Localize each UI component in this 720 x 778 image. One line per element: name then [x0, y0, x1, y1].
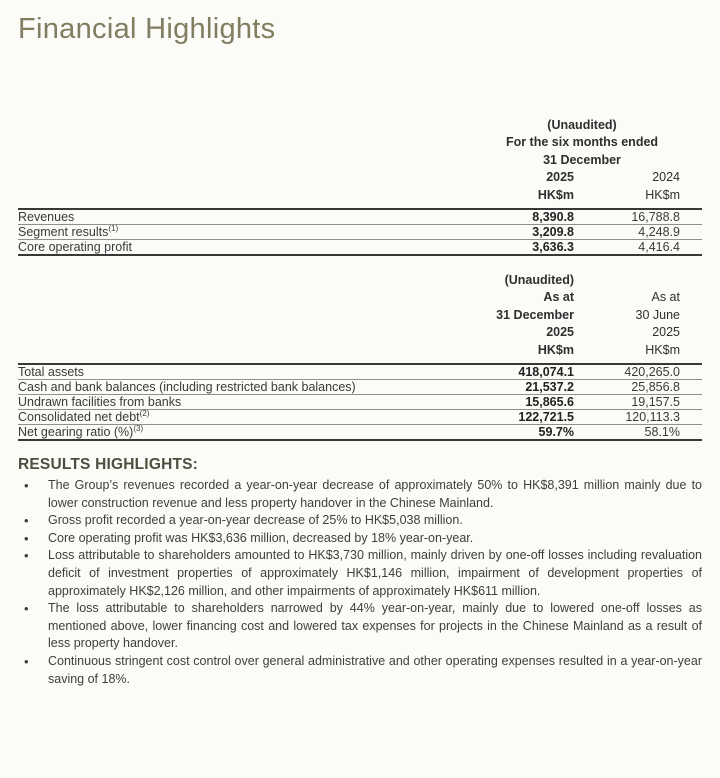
col-year-prior: 2025: [652, 325, 680, 340]
table-row: [18, 380, 702, 395]
col-year-current: 2025: [546, 170, 574, 185]
row-label: Core operating profit: [18, 240, 132, 255]
list-item: • Core operating profit was HK$3,636 million, decreased by 18% year-on-year.: [18, 530, 702, 548]
col-year-prior: 2024: [652, 170, 680, 185]
row-value-prior: 58.1%: [574, 425, 702, 441]
row-value-prior: 16,788.8: [574, 209, 702, 225]
unaudited-label: (Unaudited): [504, 273, 574, 288]
page-title: Financial Highlights: [18, 13, 276, 45]
list-item: • The Group’s revenues recorded a year-on-year decrease of approximately 50% to HK$8,391 million mainly due to lower construction revenue and less property handover in the Chinese Mainland.: [18, 477, 702, 512]
results-highlights-heading: RESULTS HIGHLIGHTS:: [18, 456, 199, 474]
table-row: [18, 410, 702, 425]
row-label: Consolidated net debt: [18, 410, 140, 425]
row-value-prior: 4,416.4: [574, 240, 702, 256]
table-row: [18, 240, 702, 256]
footnote-ref: (2): [139, 408, 150, 418]
col-year-current: 2025: [546, 325, 574, 340]
results-highlights-list: [18, 477, 702, 688]
position-table: [18, 272, 702, 441]
row-value-current: 418,074.1: [462, 364, 574, 380]
col-unit-prior: HK$m: [574, 187, 702, 209]
row-value-current: 122,721.5: [462, 410, 574, 425]
period-line1: For the six months ended: [505, 135, 659, 150]
table-row: [18, 225, 702, 240]
table-row: [18, 364, 702, 380]
row-value-current: 3,636.3: [462, 240, 574, 256]
asat-current-line1: As at: [543, 290, 574, 305]
document-page: [0, 13, 720, 688]
row-label: Revenues: [18, 210, 75, 225]
row-value-current: 8,390.8: [462, 209, 574, 225]
table-row: [18, 395, 702, 410]
list-item: • Loss attributable to shareholders amounted to HK$3,730 million, mainly driven by one-off losses including revaluation deficit of investment properties of approximately HK$1,146 million, impairment of development properties of approximately HK$2,126 million, and other impairments of approximately HK$611 million.: [18, 547, 702, 600]
asat-prior-line1: As at: [651, 290, 680, 305]
row-label: Undrawn facilities from banks: [18, 395, 182, 410]
col-unit-prior: HK$m: [574, 342, 702, 364]
footnote-ref: (3): [133, 423, 144, 433]
period-results-table: [18, 117, 702, 256]
list-item: • The loss attributable to shareholders narrowed by 44% year-on-year, mainly due to lowered one-off losses as mentioned above, lower financing cost and lowered tax expenses for projects in the Chinese Mainland as a result of less property handover.: [18, 600, 702, 653]
row-label: Total assets: [18, 365, 85, 380]
col-unit-current: HK$m: [462, 342, 574, 364]
row-value-current: 59.7%: [462, 425, 574, 441]
col-unit-current: HK$m: [462, 187, 574, 209]
list-item: • Continuous stringent cost control over general administrative and other operating expenses resulted in a year-on-year saving of 18%.: [18, 653, 702, 688]
unaudited-label: (Unaudited): [547, 118, 617, 132]
row-value-prior: 4,248.9: [574, 225, 702, 240]
footnote-ref: (1): [108, 223, 119, 233]
row-value-prior: 19,157.5: [574, 395, 702, 410]
asat-prior-line2: 30 June: [635, 307, 680, 322]
table-row: [18, 209, 702, 225]
period-results-header: [18, 117, 702, 209]
position-header: [18, 272, 702, 364]
row-label: Segment results: [18, 225, 109, 240]
period-line2: 31 December: [543, 152, 621, 167]
asat-current-line2: 31 December: [496, 307, 574, 322]
row-value-prior: 120,113.3: [574, 410, 702, 425]
list-item: • Gross profit recorded a year-on-year decrease of 25% to HK$5,038 million.: [18, 512, 702, 530]
row-value-current: 21,537.2: [462, 380, 574, 395]
row-value-prior: 25,856.8: [574, 380, 702, 395]
row-value-current: 15,865.6: [462, 395, 574, 410]
row-label: Cash and bank balances (including restricted bank balances): [18, 380, 356, 395]
table-row: [18, 425, 702, 441]
row-value-prior: 420,265.0: [574, 364, 702, 380]
row-value-current: 3,209.8: [462, 225, 574, 240]
row-label: Net gearing ratio (%): [18, 425, 134, 440]
